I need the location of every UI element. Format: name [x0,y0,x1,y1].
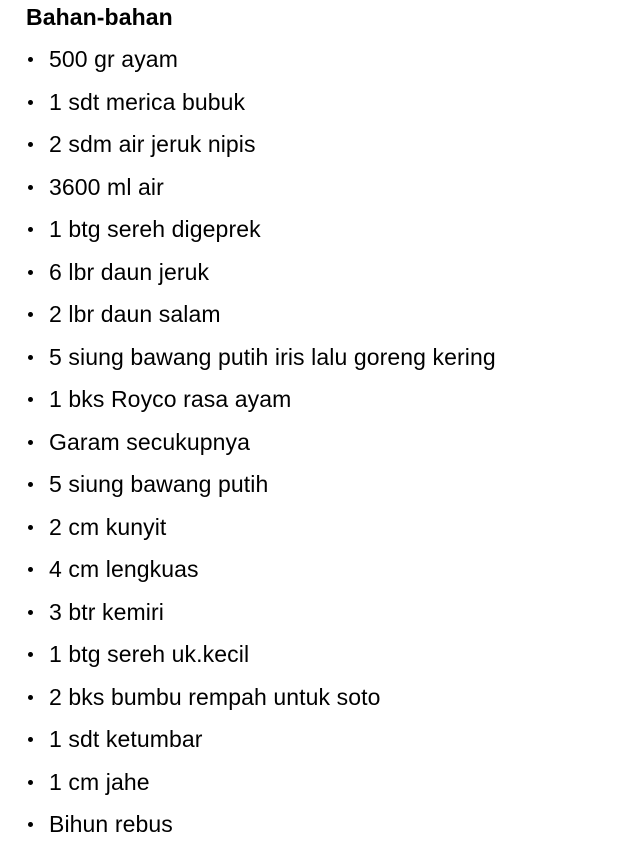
ingredient-text: 2 sdm air jeruk nipis [49,131,256,158]
bullet-icon [28,652,33,657]
list-item [0,591,640,634]
section-heading: Bahan-bahan [26,4,173,30]
list-item [0,421,640,464]
bullet-icon [28,525,33,530]
bullet-icon [28,100,33,105]
list-item [0,463,640,506]
bullet-icon [28,312,33,317]
bullet-icon [28,737,33,742]
ingredient-text: 1 bks Royco rasa ayam [49,386,292,413]
ingredient-text: Bihun rebus [49,811,173,838]
ingredient-text: 1 btg sereh digeprek [49,216,261,243]
bullet-icon [28,355,33,360]
list-item [0,336,640,379]
bullet-icon [28,270,33,275]
bullet-icon [28,185,33,190]
bullet-icon [28,142,33,147]
ingredient-text: 3600 ml air [49,173,164,200]
ingredient-text: 1 btg sereh uk.kecil [49,641,250,668]
ingredient-text: 500 gr ayam [49,46,178,73]
bullet-icon [28,822,33,827]
list-item [0,208,640,251]
bullet-icon [28,610,33,615]
ingredient-text: 2 lbr daun salam [49,301,221,328]
ingredient-text: Garam secukupnya [49,428,251,455]
list-item [0,633,640,676]
list-item [0,166,640,209]
ingredient-text: 5 siung bawang putih [49,471,269,498]
bullet-icon [28,482,33,487]
ingredient-text: 3 btr kemiri [49,598,164,625]
bullet-icon [28,57,33,62]
bullet-icon [28,567,33,572]
list-item [0,803,640,846]
bullet-icon [28,440,33,445]
ingredient-text: 1 sdt merica bubuk [49,88,246,115]
bullet-icon [28,695,33,700]
bullet-icon [28,780,33,785]
list-item [0,251,640,294]
bullet-icon [28,227,33,232]
ingredient-text: 1 sdt ketumbar [49,726,203,753]
list-item [0,378,640,421]
list-item [0,718,640,761]
list-item [0,676,640,719]
ingredient-text: 2 bks bumbu rempah untuk soto [49,683,381,710]
list-item [0,548,640,591]
list-item [0,761,640,804]
list-item [0,293,640,336]
list-item [0,81,640,124]
ingredient-text: 6 lbr daun jeruk [49,258,210,285]
ingredient-list [0,38,640,846]
list-item [0,506,640,549]
ingredient-text: 5 siung bawang putih iris lalu goreng kering [49,343,496,370]
list-item [0,123,640,166]
bullet-icon [28,397,33,402]
ingredient-text: 4 cm lengkuas [49,556,199,583]
ingredient-text: 2 cm kunyit [49,513,167,540]
ingredient-text: 1 cm jahe [49,768,150,795]
list-item [0,38,640,81]
